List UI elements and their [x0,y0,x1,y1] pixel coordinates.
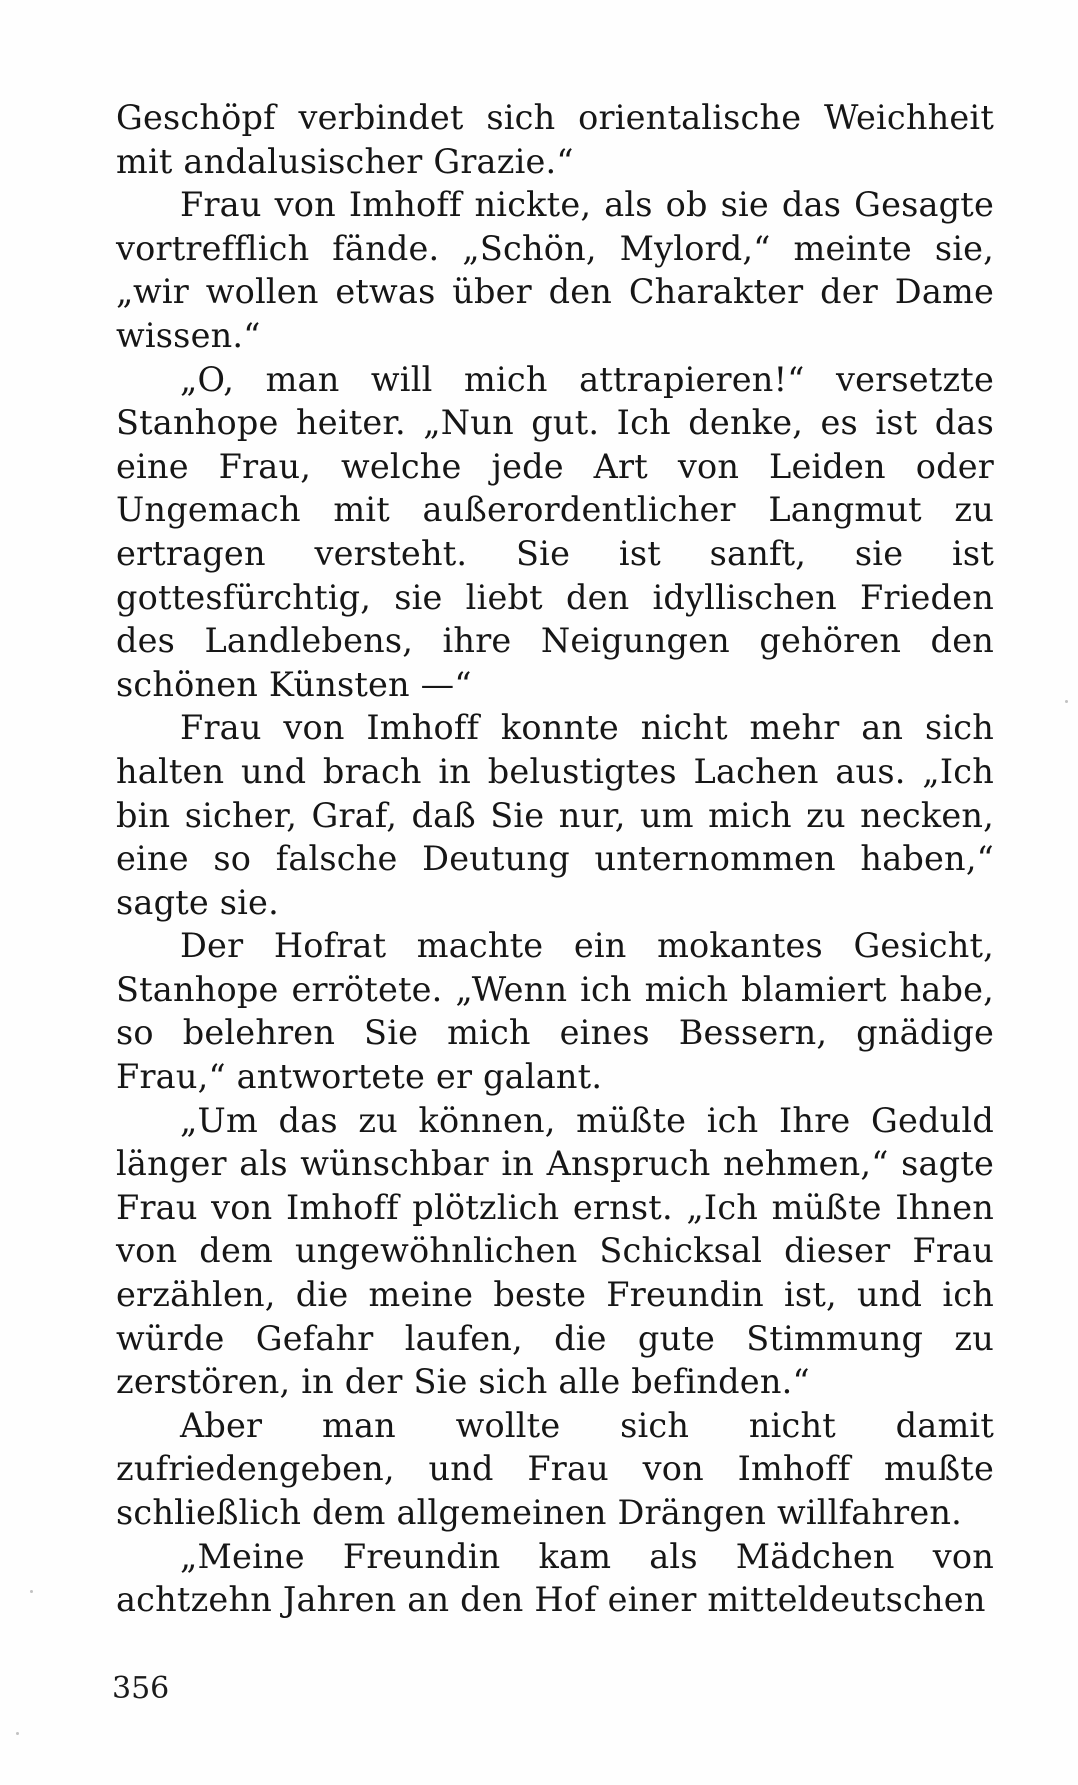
page-number: 356 [112,1671,170,1706]
paragraph-1: Geschöpf verbindet sich orientalische Weichheit mit andalusischer Grazie.“ [116,98,994,181]
print-speck [16,1732,19,1735]
body-text [116,96,994,1622]
paragraph-6: „Um das zu können, müßte ich Ihre Geduld länger als wünschbar in Anspruch nehmen,“ sagte Frau von Imhoff plötzlich ernst. „Ich müßte Ihnen von dem ungewöhnlichen Schicksal dieser Frau erzählen, die meine beste Freundin ist, und ich würde Gefahr laufen, die gute Stimmung zu zerstören, in der Sie sich alle befinden.“ [116,1100,994,1402]
paragraph-2: Frau von Imhoff nickte, als ob sie das Gesagte vortrefflich fände. „Schön, Mylord,“ meinte sie, „wir wollen etwas über den Charakter der Dame wissen.“ [116,185,994,355]
paragraph-5: Der Hofrat machte ein mokantes Gesicht, Stanhope errötete. „Wenn ich mich blamiert habe, so belehren Sie mich eines Bessern, gnädige Frau,“ antwortete er galant. [116,926,994,1097]
print-speck [30,1590,33,1593]
paragraph-8: „Meine Freundin kam als Mädchen von achtzehn Jahren an den Hof einer mitteldeutschen [116,1536,994,1620]
print-speck [1065,700,1068,703]
paragraph-4: Frau von Imhoff konnte nicht mehr an sich halten und brach in belustigtes Lachen aus. „Ich bin sicher, Graf, daß Sie nur, um mich zu necken, eine so falsche Deutung unternommen haben,“ sagte sie. [116,708,994,922]
paragraph-7: Aber man wollte sich nicht damit zufriedengeben, und Frau von Imhoff mußte schließlich dem allgemeinen Drängen willfahren. [116,1405,994,1532]
paragraph-3: „O, man will mich attrapieren!“ versetzte Stanhope heiter. „Nun gut. Ich denke, es ist das eine Frau, welche jede Art von Leiden oder Ungemach mit außerordentlicher Langmut zu ertragen versteht. Sie ist sanft, sie ist gottesfürchtig, sie liebt den idyllischen Frieden des Landlebens, ihre Neigungen gehören den schönen Künsten —“ [116,359,994,704]
